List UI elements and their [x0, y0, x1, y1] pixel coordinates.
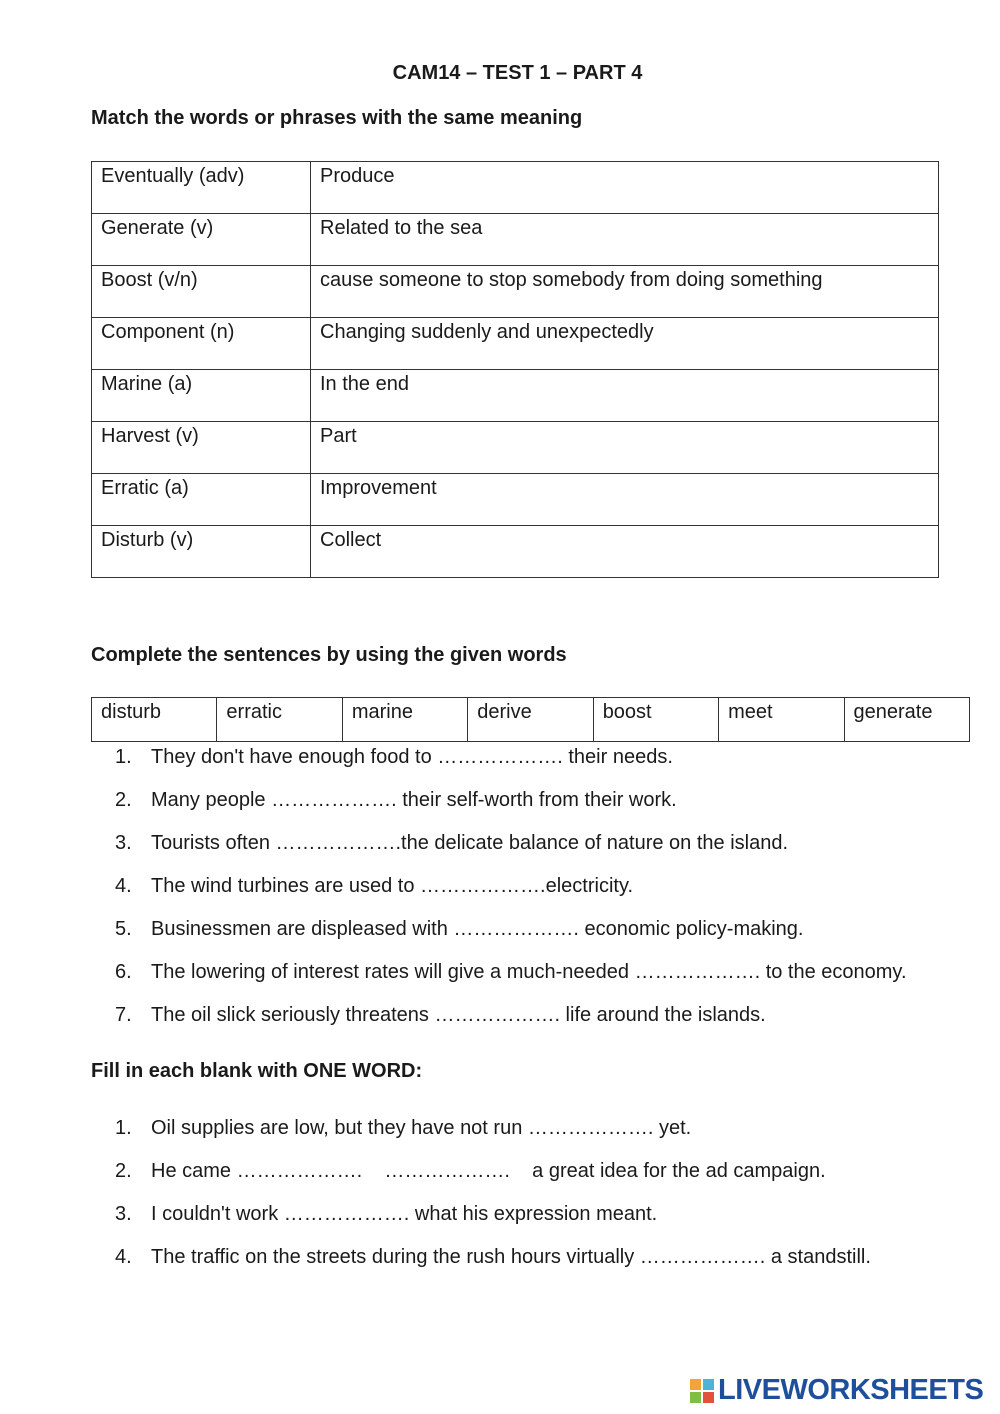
- meaning-cell: Related to the sea: [311, 214, 939, 266]
- list-item: 2. Many people ………………. their self-worth from their work.: [115, 790, 907, 833]
- section2-heading: Complete the sentences by using the given words: [91, 644, 567, 666]
- list-item: 1. They don't have enough food to ………………. their needs.: [115, 747, 907, 790]
- sentence-text: The wind turbines are used to ……………….electricity.: [151, 875, 634, 897]
- list-item: 7. The oil slick seriously threatens ………………. life around the islands.: [115, 1005, 907, 1048]
- sentence-text: I couldn't work ………………. what his expression meant.: [151, 1203, 658, 1225]
- list-item: 5. Businessmen are displeased with ………………. economic policy-making.: [115, 919, 907, 962]
- table-row: [92, 318, 939, 370]
- word-bank: [91, 697, 970, 742]
- table-row: [92, 162, 939, 214]
- table-row: [92, 370, 939, 422]
- fill-list: [115, 1118, 871, 1290]
- page-title: CAM14 – TEST 1 – PART 4: [392, 62, 643, 84]
- meaning-cell: cause someone to stop somebody from doing something: [311, 266, 939, 318]
- sentence-text: Oil supplies are low, but they have not run ………………. yet.: [151, 1117, 692, 1139]
- sentence-text: Businessmen are displeased with ………………. economic policy-making.: [151, 918, 804, 940]
- word-bank-item: erratic: [217, 698, 342, 742]
- meaning-cell: Collect: [311, 526, 939, 578]
- section1-heading: Match the words or phrases with the same meaning: [91, 107, 583, 129]
- list-item: 3. I couldn't work ………………. what his expression meant.: [115, 1204, 871, 1247]
- sentence-text: He came ………………. ………………. a great idea for the ad campaign.: [151, 1160, 826, 1182]
- sentence-text: Many people ………………. their self-worth from their work.: [151, 789, 677, 811]
- word-cell: Erratic (a): [92, 474, 311, 526]
- list-item: 2. He came ………………. ………………. a great idea for the ad campaign.: [115, 1161, 871, 1204]
- sentence-list: [115, 747, 907, 1048]
- sentence-text: Tourists often ……………….the delicate balance of nature on the island.: [151, 832, 789, 854]
- logo-icon: [690, 1379, 714, 1403]
- table-row: [92, 526, 939, 578]
- word-bank-item: marine: [342, 698, 467, 742]
- table-row: [92, 214, 939, 266]
- word-bank-item: generate: [844, 698, 969, 742]
- list-item: 6. The lowering of interest rates will give a much-needed ………………. to the economy.: [115, 962, 907, 1005]
- section3-heading: Fill in each blank with ONE WORD:: [91, 1060, 423, 1082]
- word-cell: Eventually (adv): [92, 162, 311, 214]
- table-row: [92, 422, 939, 474]
- table-row: [92, 266, 939, 318]
- sentence-text: The lowering of interest rates will give a much-needed ………………. to the economy.: [151, 961, 907, 983]
- word-cell: Marine (a): [92, 370, 311, 422]
- meaning-cell: Changing suddenly and unexpectedly: [311, 318, 939, 370]
- meaning-cell: Improvement: [311, 474, 939, 526]
- list-item: 4. The traffic on the streets during the rush hours virtually ………………. a standstill.: [115, 1247, 871, 1290]
- word-cell: Component (n): [92, 318, 311, 370]
- list-item: 1. Oil supplies are low, but they have not run ………………. yet.: [115, 1118, 871, 1161]
- word-bank-item: meet: [719, 698, 844, 742]
- liveworksheets-logo: [690, 1374, 983, 1407]
- logo-text: LIVEWORKSHEETS: [718, 1374, 984, 1406]
- meaning-cell: Part: [311, 422, 939, 474]
- word-cell: Generate (v): [92, 214, 311, 266]
- word-bank-item: derive: [468, 698, 593, 742]
- word-bank-item: disturb: [92, 698, 217, 742]
- match-table: [91, 161, 939, 578]
- list-item: 4. The wind turbines are used to ……………….electricity.: [115, 876, 907, 919]
- list-item: 3. Tourists often ……………….the delicate balance of nature on the island.: [115, 833, 907, 876]
- word-cell: Harvest (v): [92, 422, 311, 474]
- meaning-cell: In the end: [311, 370, 939, 422]
- word-bank-item: boost: [593, 698, 718, 742]
- word-cell: Disturb (v): [92, 526, 311, 578]
- meaning-cell: Produce: [311, 162, 939, 214]
- word-cell: Boost (v/n): [92, 266, 311, 318]
- table-row: [92, 474, 939, 526]
- sentence-text: The oil slick seriously threatens ………………. life around the islands.: [151, 1004, 766, 1026]
- sentence-text: The traffic on the streets during the rush hours virtually ………………. a standstill.: [151, 1246, 871, 1268]
- table-row: [92, 698, 970, 742]
- sentence-text: They don't have enough food to ………………. their needs.: [151, 746, 673, 768]
